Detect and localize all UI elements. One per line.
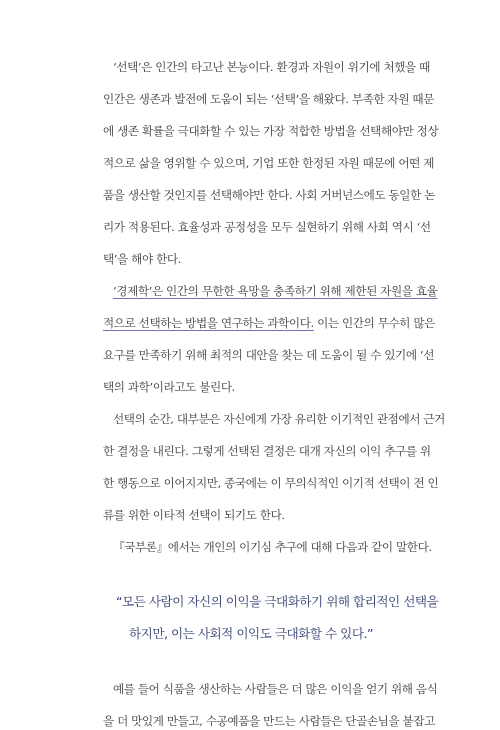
paragraph-1-line-4: 적으로 삶을 영위할 수 있으며, 기업 또한 한정된 자원 때문에 어떤 제 [103, 156, 435, 170]
highlighted-definition: ‘경제학’은 인간의 무한한 욕망을 충족하기 위해 제한된 자원을 효율 [113, 284, 438, 298]
paragraph-5-line-1: 예를 들어 식품을 생산하는 사람들은 더 많은 이익을 얻기 위해 음식 [113, 682, 438, 696]
paragraph-2-line-1 [113, 282, 437, 300]
paragraph-1-line-7: 택’을 해야 한다. [103, 252, 181, 266]
paragraph-1-line-2: 인간은 생존과 발전에 도움이 되는 ‘선택’을 해왔다. 부족한 자원 때문 [103, 92, 435, 106]
paragraph-2-line-4: 택의 과학’이라고도 불린다. [103, 380, 235, 394]
highlighted-definition-end: 적으로 선택하는 방법을 연구하는 과학이다. [103, 316, 314, 330]
quote-line-1: “모든 사람이 자신의 이익을 극대화하기 위해 합리적인 선택을 [116, 594, 439, 609]
paragraph-3-line-1: 선택의 순간, 대부분은 자신에게 가장 유리한 이기적인 관점에서 근거 [113, 412, 445, 426]
paragraph-4-line-1: 『국부론』에서는 개인의 이기심 추구에 대해 다음과 같이 말한다. [113, 540, 432, 554]
paragraph-1-line-1: ‘선택’은 인간의 타고난 본능이다. 환경과 자원이 위기에 처했을 때 [113, 60, 430, 74]
paragraph-1-line-6: 리가 적용된다. 효율성과 공정성을 모두 실현하기 위해 사회 역시 ‘선 [103, 220, 431, 234]
paragraph-3-line-3: 한 행동으로 이어지지만, 종국에는 이 무의식적인 이기적 선택이 전 인 [103, 476, 439, 490]
paragraph-2-line-2-rest: 이는 인간의 무수히 많은 [313, 316, 435, 330]
paragraph-3-line-2: 한 결정을 내린다. 그렇게 선택된 결정은 대개 자신의 이익 추구를 위 [103, 444, 431, 458]
paragraph-2-line-3: 요구를 만족하기 위해 최적의 대안을 찾는 데 도움이 될 수 있기에 ‘선 [103, 348, 435, 362]
quote-line-2: 하지만, 이는 사회적 이익도 극대화할 수 있다.” [129, 626, 374, 641]
paragraph-1-line-5: 품을 생산할 것인지를 선택해야만 한다. 사회 거버넌스에도 동일한 논 [103, 188, 435, 202]
paragraph-3-line-4: 류를 위한 이타적 선택이 되기도 한다. [103, 508, 285, 522]
paragraph-5-line-2: 을 더 맛있게 만들고, 수공예품을 만드는 사람들은 단골손님을 붙잡고 [103, 714, 435, 728]
paragraph-1-line-3: 에 생존 확률을 극대화할 수 있는 가장 적합한 방법을 선택해야만 정상 [103, 124, 439, 138]
paragraph-2-line-2 [103, 314, 435, 332]
